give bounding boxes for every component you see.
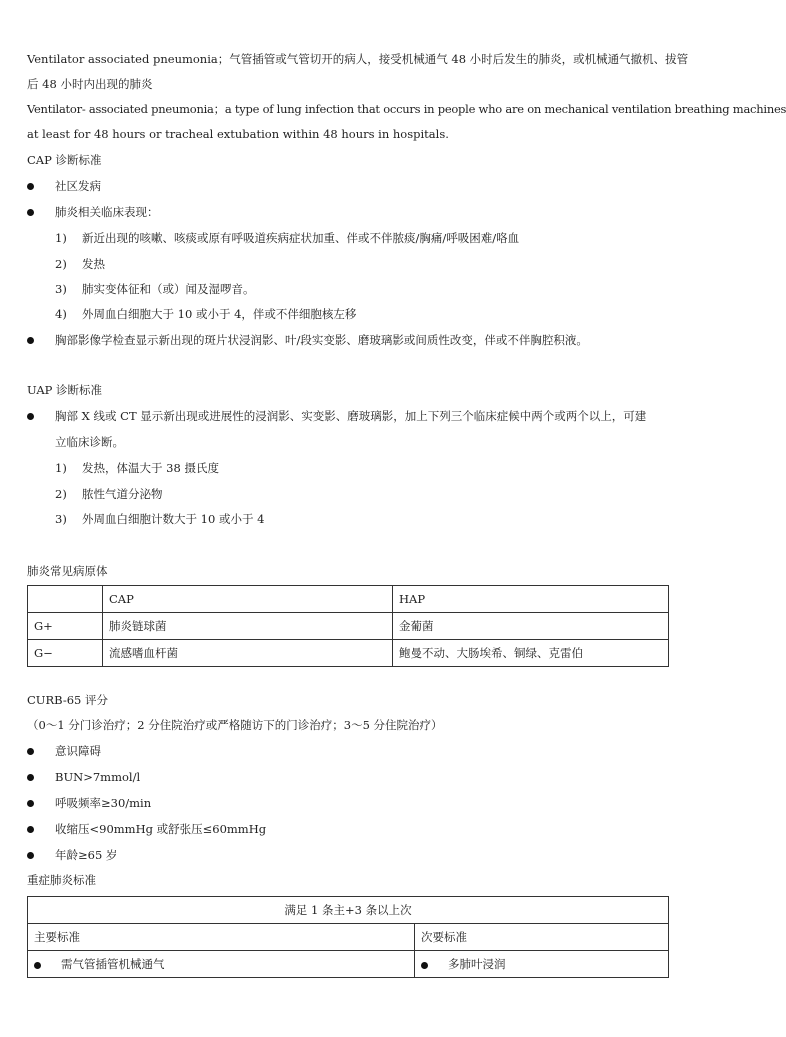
vap-definition-en-line2: at least for 48 hours or tracheal extubation within 48 hours in hospitals.: [27, 127, 449, 141]
table-cell: [28, 586, 103, 613]
curb-note: （0～1 分门诊治疗；2 分住院治疗或严格随访下的门诊治疗；3～5 分住院治疗）: [27, 718, 443, 732]
cap-item-4: 4) 外周血白细胞大于 10 或小于 4，伴或不伴细胞核左移: [55, 307, 357, 321]
bullet-icon: [421, 962, 428, 969]
table-row: [28, 640, 669, 667]
severe-heading: 重症肺炎标准: [27, 873, 96, 887]
major-criteria-item: 需气管插管机械通气: [28, 951, 415, 978]
major-criteria-label: 主要标准: [28, 924, 415, 951]
table-cell: HAP: [393, 586, 669, 613]
pathogens-heading: 肺炎常见病原体: [27, 564, 108, 578]
vap-definition-cn-line2: 后 48 小时内出现的肺炎: [27, 77, 153, 91]
table-cell: 金葡菌: [393, 613, 669, 640]
minor-criteria-label: 次要标准: [415, 924, 669, 951]
bullet-icon: [27, 209, 34, 216]
table-title-cell: 满足 1 条主+3 条以上次: [28, 897, 669, 924]
pathogens-table: [27, 585, 669, 667]
bullet-icon: [27, 800, 34, 807]
uap-item-2: 2) 脓性气道分泌物: [55, 487, 163, 501]
table-row: [28, 951, 669, 978]
table-title-row: [28, 897, 669, 924]
uap-item-1: 1) 发热，体温大于 38 摄氏度: [55, 461, 219, 475]
uap-bullet-imaging-line2: 立临床诊断。: [55, 435, 124, 449]
table-cell: G−: [28, 640, 103, 667]
vap-definition-cn-line1: Ventilator associated pneumonia；气管插管或气管切开的病人，接受机械通气 48 小时后发生的肺炎，或机械通气撤机、拔管: [27, 52, 689, 66]
bullet-icon: [34, 962, 41, 969]
vap-definition-en-line1: Ventilator- associated pneumonia；a type of lung infection that occurs in people who are on mechanical ventilation breathing machines: [27, 102, 786, 116]
table-cell: CAP: [103, 586, 393, 613]
bullet-icon: [27, 748, 34, 755]
bullet-icon: [27, 337, 34, 344]
bullet-icon: [27, 774, 34, 781]
table-header-row: [28, 924, 669, 951]
bullet-icon: [27, 183, 34, 190]
minor-criteria-item: 多肺叶浸润: [415, 951, 669, 978]
cap-heading: CAP 诊断标准: [27, 153, 102, 167]
cap-item-3: 3) 肺实变体征和（或）闻及湿啰音。: [55, 282, 255, 296]
table-row: [28, 613, 669, 640]
table-cell: 肺炎链球菌: [103, 613, 393, 640]
bullet-icon: [27, 852, 34, 859]
table-header-row: [28, 586, 669, 613]
curb-heading: CURB-65 评分: [27, 693, 108, 707]
document-page: Ventilator associated pneumonia；气管插管或气管切开的病人，接受机械通气 48 小时后发生的肺炎，或机械通气撤机、拔管 后 48 小时内出现的肺炎 Ventilator- associated pneumonia；a type of lung infection that occurs in people who are on mechanical ventilation breathing machines at least for 48 hours or tracheal extubation within 48 hours in hospitals. CAP 诊断标准 社区发病 肺炎相关临床表现： 1) 新近出现的咳嗽、咳痰或原有呼吸道疾病症状加重、伴或不伴脓痰/胸痛/呼吸困难/咯血 2) 发热 3) 肺实变体征和（或）闻及湿啰音。 4) 外周血白细胞大于 10 或小于 4，伴或不伴细胞核左移 胸部影像学检查显示新出现的斑片状浸润影、叶/段实变影、磨玻璃影或间质性改变，伴或不伴胸腔积液。 UAP 诊断标准 胸部 X 线或 CT 显示新出现或进展性的浸润影、实变影、磨玻璃影，加上下列三个临床症候中两个或两个以上，可建 立临床诊断。 1) 发热，体温大于 38 摄氏度 2) 脓性气道分泌物 3) 外周血白细胞计数大于 10 或小于 4 肺炎常见病原体 CAP HAP G+ 肺炎链球菌 金葡菌 G− 流感嗜血杆菌 鲍曼不动、大肠埃希、铜绿、克雷伯 CURB-65 评分 （0～1 分门诊治疗；2 分住院治疗或严格随访下的门诊治疗；3～5 分住院治疗） 意识障碍 BUN>7mmol/l 呼吸频率≥30/min 收缩压<90mmHg 或舒张压≤60mmHg 年龄≥65 岁 重症肺炎标准 满足 1 条主+3 条以上次 主要标准 次要标准 需气管插管机械通气 多肺叶浸润: [0, 0, 708, 1037]
severe-criteria-table: [27, 896, 669, 978]
cap-item-2: 2) 发热: [55, 257, 105, 271]
uap-item-3: 3) 外周血白细胞计数大于 10 或小于 4: [55, 512, 265, 526]
cap-item-1: 1) 新近出现的咳嗽、咳痰或原有呼吸道疾病症状加重、伴或不伴脓痰/胸痛/呼吸困难/咯血: [55, 231, 520, 245]
bullet-icon: [27, 413, 34, 420]
bullet-icon: [27, 826, 34, 833]
uap-heading: UAP 诊断标准: [27, 383, 103, 397]
table-cell: 流感嗜血杆菌: [103, 640, 393, 667]
table-cell: G+: [28, 613, 103, 640]
table-cell: 鲍曼不动、大肠埃希、铜绿、克雷伯: [393, 640, 669, 667]
